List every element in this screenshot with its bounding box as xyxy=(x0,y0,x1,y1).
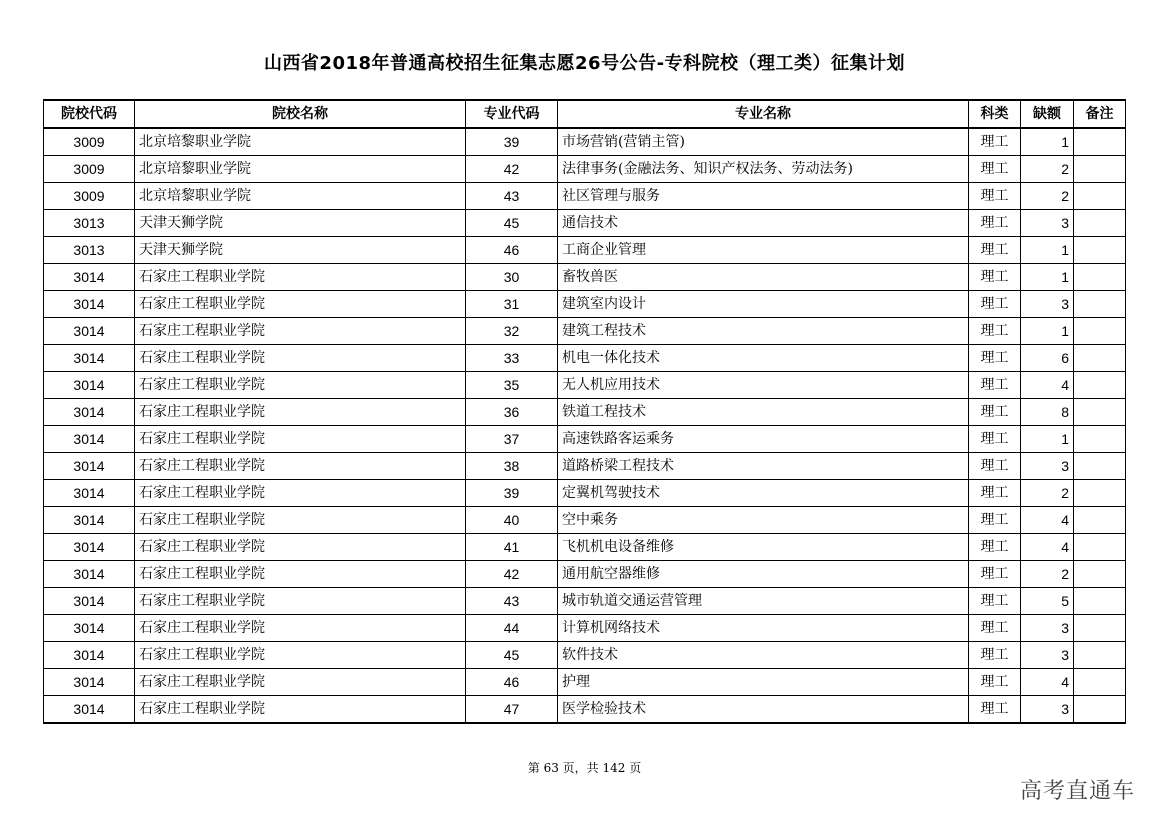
major-name-cell: 无人机应用技术 xyxy=(558,372,969,399)
school-code-cell: 3014 xyxy=(44,642,135,669)
category-cell: 理工 xyxy=(969,588,1021,615)
major-code-cell: 46 xyxy=(466,237,558,264)
school-name-cell: 石家庄工程职业学院 xyxy=(135,534,466,561)
category-cell: 理工 xyxy=(969,696,1021,724)
school-name-cell: 天津天狮学院 xyxy=(135,237,466,264)
school-code-cell: 3009 xyxy=(44,156,135,183)
major-name-cell: 道路桥梁工程技术 xyxy=(558,453,969,480)
table-header-row xyxy=(44,100,1126,128)
vacancy-cell: 1 xyxy=(1021,237,1074,264)
school-name-cell: 石家庄工程职业学院 xyxy=(135,642,466,669)
school-code-cell: 3014 xyxy=(44,345,135,372)
vacancy-cell: 8 xyxy=(1021,399,1074,426)
vacancy-cell: 6 xyxy=(1021,345,1074,372)
school-code-cell: 3014 xyxy=(44,291,135,318)
remarks-cell xyxy=(1074,696,1126,724)
school-name-cell: 石家庄工程职业学院 xyxy=(135,426,466,453)
major-code-cell: 43 xyxy=(466,588,558,615)
table-row xyxy=(44,561,1126,588)
table-row xyxy=(44,183,1126,210)
remarks-cell xyxy=(1074,615,1126,642)
vacancy-cell: 4 xyxy=(1021,534,1074,561)
category-cell: 理工 xyxy=(969,291,1021,318)
vacancy-cell: 3 xyxy=(1021,642,1074,669)
major-code-cell: 40 xyxy=(466,507,558,534)
header-category: 科类 xyxy=(969,100,1021,128)
remarks-cell xyxy=(1074,669,1126,696)
major-name-cell: 城市轨道交通运营管理 xyxy=(558,588,969,615)
school-code-cell: 3014 xyxy=(44,480,135,507)
remarks-cell xyxy=(1074,642,1126,669)
vacancy-cell: 2 xyxy=(1021,156,1074,183)
category-cell: 理工 xyxy=(969,156,1021,183)
category-cell: 理工 xyxy=(969,210,1021,237)
remarks-cell xyxy=(1074,507,1126,534)
school-code-cell: 3014 xyxy=(44,669,135,696)
remarks-cell xyxy=(1074,183,1126,210)
table-row xyxy=(44,318,1126,345)
major-code-cell: 39 xyxy=(466,128,558,156)
table-row xyxy=(44,372,1126,399)
major-code-cell: 33 xyxy=(466,345,558,372)
table-body xyxy=(44,128,1126,723)
major-name-cell: 通信技术 xyxy=(558,210,969,237)
header-school-name: 院校名称 xyxy=(135,100,466,128)
school-name-cell: 天津天狮学院 xyxy=(135,210,466,237)
category-cell: 理工 xyxy=(969,669,1021,696)
vacancy-cell: 5 xyxy=(1021,588,1074,615)
vacancy-cell: 2 xyxy=(1021,561,1074,588)
school-code-cell: 3014 xyxy=(44,561,135,588)
major-name-cell: 空中乘务 xyxy=(558,507,969,534)
table-row xyxy=(44,615,1126,642)
school-name-cell: 石家庄工程职业学院 xyxy=(135,291,466,318)
school-name-cell: 石家庄工程职业学院 xyxy=(135,264,466,291)
school-name-cell: 石家庄工程职业学院 xyxy=(135,615,466,642)
remarks-cell xyxy=(1074,318,1126,345)
major-code-cell: 30 xyxy=(466,264,558,291)
school-name-cell: 石家庄工程职业学院 xyxy=(135,399,466,426)
major-code-cell: 38 xyxy=(466,453,558,480)
major-code-cell: 42 xyxy=(466,561,558,588)
vacancy-cell: 2 xyxy=(1021,480,1074,507)
major-code-cell: 37 xyxy=(466,426,558,453)
major-name-cell: 软件技术 xyxy=(558,642,969,669)
major-name-cell: 建筑工程技术 xyxy=(558,318,969,345)
remarks-cell xyxy=(1074,534,1126,561)
school-code-cell: 3014 xyxy=(44,588,135,615)
school-code-cell: 3014 xyxy=(44,318,135,345)
table-row xyxy=(44,642,1126,669)
major-name-cell: 铁道工程技术 xyxy=(558,399,969,426)
category-cell: 理工 xyxy=(969,426,1021,453)
remarks-cell xyxy=(1074,156,1126,183)
remarks-cell xyxy=(1074,210,1126,237)
table-row xyxy=(44,588,1126,615)
major-name-cell: 法律事务(金融法务、知识产权法务、劳动法务) xyxy=(558,156,969,183)
major-name-cell: 定翼机驾驶技术 xyxy=(558,480,969,507)
major-name-cell: 建筑室内设计 xyxy=(558,291,969,318)
remarks-cell xyxy=(1074,561,1126,588)
remarks-cell xyxy=(1074,480,1126,507)
category-cell: 理工 xyxy=(969,318,1021,345)
remarks-cell xyxy=(1074,426,1126,453)
vacancy-cell: 4 xyxy=(1021,507,1074,534)
remarks-cell xyxy=(1074,453,1126,480)
page-title: 山西省2018年普通高校招生征集志愿26号公告-专科院校（理工类）征集计划 xyxy=(263,53,906,74)
vacancy-cell: 1 xyxy=(1021,318,1074,345)
table-row xyxy=(44,291,1126,318)
category-cell: 理工 xyxy=(969,507,1021,534)
vacancy-cell: 4 xyxy=(1021,669,1074,696)
header-remarks: 备注 xyxy=(1074,100,1126,128)
vacancy-cell: 3 xyxy=(1021,210,1074,237)
school-code-cell: 3013 xyxy=(44,237,135,264)
category-cell: 理工 xyxy=(969,615,1021,642)
major-name-cell: 通用航空器维修 xyxy=(558,561,969,588)
category-cell: 理工 xyxy=(969,480,1021,507)
major-code-cell: 45 xyxy=(466,210,558,237)
header-major-name: 专业名称 xyxy=(558,100,969,128)
major-name-cell: 工商企业管理 xyxy=(558,237,969,264)
major-name-cell: 医学检验技术 xyxy=(558,696,969,724)
remarks-cell xyxy=(1074,237,1126,264)
school-code-cell: 3014 xyxy=(44,372,135,399)
school-code-cell: 3014 xyxy=(44,696,135,724)
remarks-cell xyxy=(1074,264,1126,291)
table-row xyxy=(44,210,1126,237)
vacancy-cell: 3 xyxy=(1021,453,1074,480)
school-name-cell: 石家庄工程职业学院 xyxy=(135,480,466,507)
enrollment-plan-table xyxy=(43,99,1126,724)
vacancy-cell: 3 xyxy=(1021,696,1074,724)
watermark-text: 高考直通车 xyxy=(1020,779,1136,804)
vacancy-cell: 4 xyxy=(1021,372,1074,399)
school-code-cell: 3014 xyxy=(44,534,135,561)
category-cell: 理工 xyxy=(969,345,1021,372)
remarks-cell xyxy=(1074,291,1126,318)
major-code-cell: 44 xyxy=(466,615,558,642)
table-row xyxy=(44,237,1126,264)
school-name-cell: 石家庄工程职业学院 xyxy=(135,507,466,534)
page-number: 第 63 页，共 142 页 xyxy=(527,761,642,775)
table-row xyxy=(44,534,1126,561)
school-code-cell: 3014 xyxy=(44,426,135,453)
category-cell: 理工 xyxy=(969,183,1021,210)
major-name-cell: 高速铁路客运乘务 xyxy=(558,426,969,453)
category-cell: 理工 xyxy=(969,264,1021,291)
category-cell: 理工 xyxy=(969,372,1021,399)
remarks-cell xyxy=(1074,345,1126,372)
school-code-cell: 3009 xyxy=(44,128,135,156)
category-cell: 理工 xyxy=(969,128,1021,156)
major-code-cell: 32 xyxy=(466,318,558,345)
major-name-cell: 飞机机电设备维修 xyxy=(558,534,969,561)
table-row xyxy=(44,453,1126,480)
school-code-cell: 3013 xyxy=(44,210,135,237)
school-name-cell: 石家庄工程职业学院 xyxy=(135,345,466,372)
remarks-cell xyxy=(1074,372,1126,399)
header-school-code: 院校代码 xyxy=(44,100,135,128)
major-code-cell: 42 xyxy=(466,156,558,183)
vacancy-cell: 1 xyxy=(1021,426,1074,453)
school-code-cell: 3014 xyxy=(44,264,135,291)
vacancy-cell: 3 xyxy=(1021,291,1074,318)
school-name-cell: 北京培黎职业学院 xyxy=(135,183,466,210)
school-name-cell: 石家庄工程职业学院 xyxy=(135,318,466,345)
major-name-cell: 机电一体化技术 xyxy=(558,345,969,372)
major-name-cell: 社区管理与服务 xyxy=(558,183,969,210)
table-row xyxy=(44,696,1126,724)
remarks-cell xyxy=(1074,128,1126,156)
major-name-cell: 市场营销(营销主管) xyxy=(558,128,969,156)
category-cell: 理工 xyxy=(969,237,1021,264)
category-cell: 理工 xyxy=(969,453,1021,480)
school-name-cell: 石家庄工程职业学院 xyxy=(135,561,466,588)
category-cell: 理工 xyxy=(969,399,1021,426)
school-name-cell: 北京培黎职业学院 xyxy=(135,156,466,183)
major-code-cell: 47 xyxy=(466,696,558,724)
school-name-cell: 石家庄工程职业学院 xyxy=(135,696,466,724)
school-name-cell: 石家庄工程职业学院 xyxy=(135,453,466,480)
table-row xyxy=(44,128,1126,156)
major-code-cell: 45 xyxy=(466,642,558,669)
remarks-cell xyxy=(1074,588,1126,615)
table-row xyxy=(44,399,1126,426)
category-cell: 理工 xyxy=(969,534,1021,561)
table-row xyxy=(44,426,1126,453)
major-name-cell: 护理 xyxy=(558,669,969,696)
school-name-cell: 北京培黎职业学院 xyxy=(135,128,466,156)
table-row xyxy=(44,264,1126,291)
major-code-cell: 35 xyxy=(466,372,558,399)
major-code-cell: 39 xyxy=(466,480,558,507)
table-row xyxy=(44,480,1126,507)
major-name-cell: 畜牧兽医 xyxy=(558,264,969,291)
category-cell: 理工 xyxy=(969,561,1021,588)
school-name-cell: 石家庄工程职业学院 xyxy=(135,588,466,615)
header-major-code: 专业代码 xyxy=(466,100,558,128)
category-cell: 理工 xyxy=(969,642,1021,669)
vacancy-cell: 2 xyxy=(1021,183,1074,210)
table-row xyxy=(44,345,1126,372)
major-name-cell: 计算机网络技术 xyxy=(558,615,969,642)
table-row xyxy=(44,669,1126,696)
major-code-cell: 41 xyxy=(466,534,558,561)
table-row xyxy=(44,507,1126,534)
school-code-cell: 3014 xyxy=(44,507,135,534)
school-name-cell: 石家庄工程职业学院 xyxy=(135,372,466,399)
major-code-cell: 36 xyxy=(466,399,558,426)
school-code-cell: 3009 xyxy=(44,183,135,210)
school-code-cell: 3014 xyxy=(44,399,135,426)
remarks-cell xyxy=(1074,399,1126,426)
major-code-cell: 46 xyxy=(466,669,558,696)
table-row xyxy=(44,156,1126,183)
school-code-cell: 3014 xyxy=(44,615,135,642)
major-code-cell: 43 xyxy=(466,183,558,210)
school-name-cell: 石家庄工程职业学院 xyxy=(135,669,466,696)
major-code-cell: 31 xyxy=(466,291,558,318)
school-code-cell: 3014 xyxy=(44,453,135,480)
vacancy-cell: 1 xyxy=(1021,264,1074,291)
vacancy-cell: 1 xyxy=(1021,128,1074,156)
header-vacancy: 缺额 xyxy=(1021,100,1074,128)
vacancy-cell: 3 xyxy=(1021,615,1074,642)
